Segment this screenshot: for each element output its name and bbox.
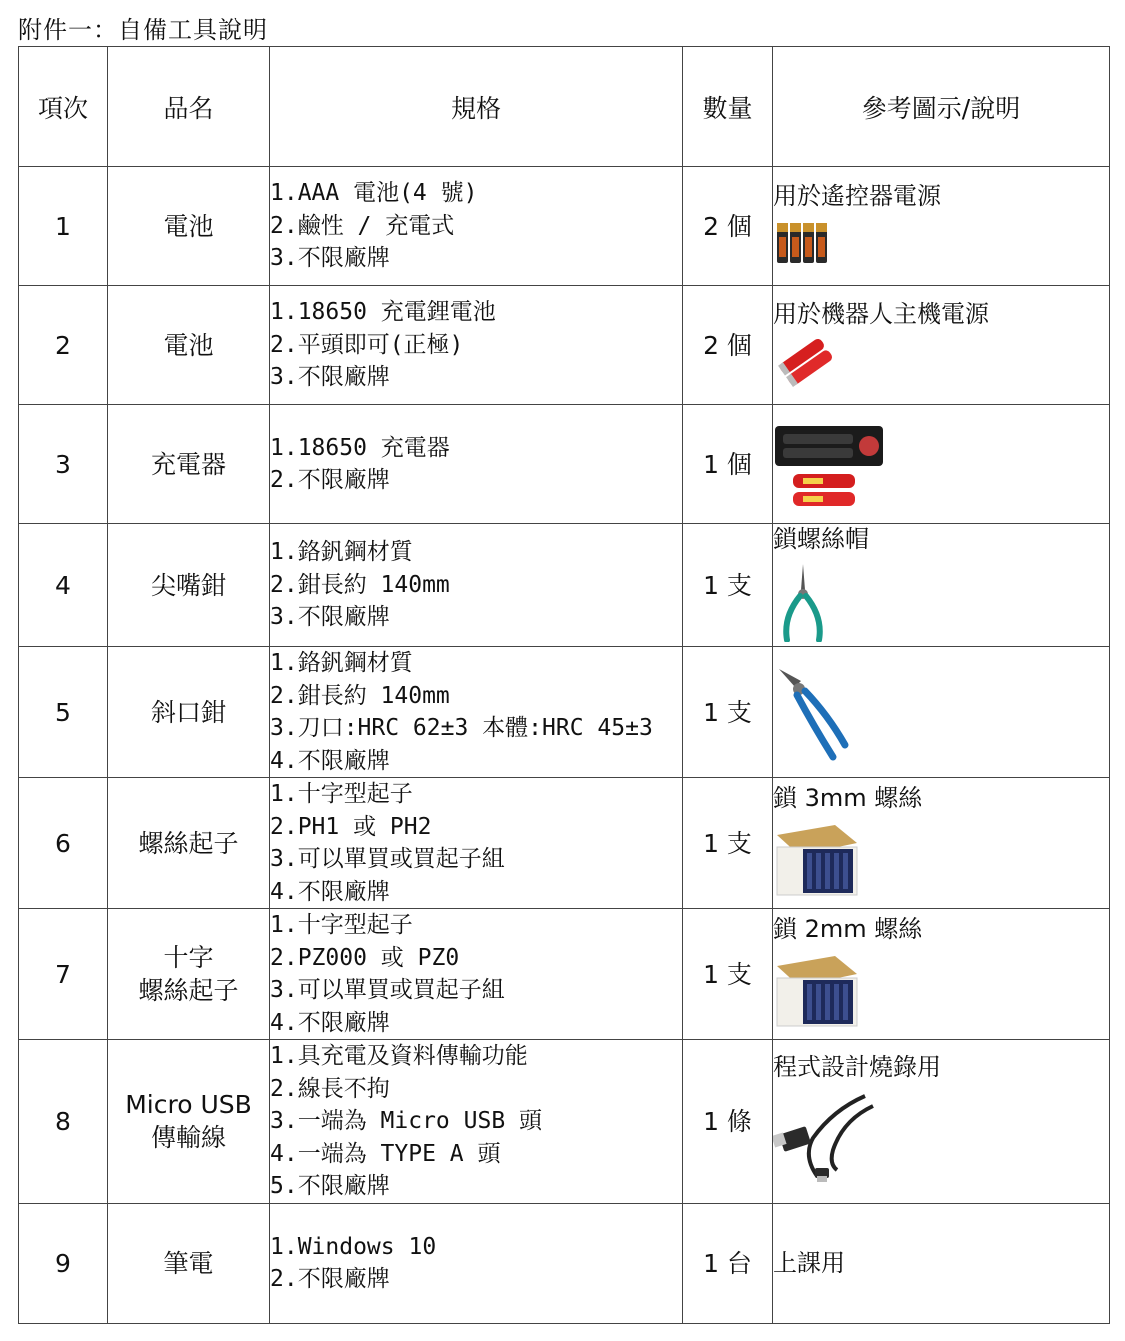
table-row <box>19 647 1110 778</box>
spec-line: 3.不限廠牌 <box>270 245 390 272</box>
needle-nose-pliers-image <box>773 562 1109 646</box>
cell-item-no: 5 <box>19 647 108 778</box>
spec-line: 2.不限廠牌 <box>270 467 390 493</box>
reference-note: 用於機器人主機電源 <box>773 300 989 328</box>
spec-line: 4.不限廠牌 <box>270 747 390 774</box>
spec-line: 2.PH1 或 PH2 <box>270 813 432 840</box>
spec-line: 3.可以單買或買起子組 <box>270 977 505 1003</box>
item-name-line: 筆電 <box>163 1248 214 1278</box>
screwdriver-set-image <box>773 821 1109 903</box>
cell-item-name <box>108 778 270 909</box>
spec-line: 2.PZ000 或 PZ0 <box>270 944 460 971</box>
spec-line: 3.不限廠牌 <box>270 364 390 391</box>
table-row <box>19 778 1110 909</box>
item-name-line: 螺絲起子 <box>138 976 239 1005</box>
spec-line: 1.鉻釩鋼材質 <box>270 650 413 676</box>
cell-item-no: 7 <box>19 909 108 1040</box>
diagonal-cutter-image <box>773 665 1109 769</box>
spec-line: 3.一端為 Micro USB 頭 <box>270 1108 543 1134</box>
item-name-line: 尖嘴鉗 <box>150 570 226 600</box>
cell-item-no: 2 <box>19 286 108 405</box>
item-name-line: 電池 <box>163 211 214 241</box>
spec-line: 5.不限廠牌 <box>270 1173 390 1199</box>
spec-line: 2.平頭即可(正極) <box>270 331 464 358</box>
cell-quantity: 1 台 <box>683 1203 773 1323</box>
cell-item-no: 1 <box>19 167 108 286</box>
spec-line: 2.鹼性 / 充電式 <box>270 212 455 239</box>
spec-line: 1.十字型起子 <box>270 781 413 807</box>
spec-line: 3.不限廠牌 <box>270 604 390 631</box>
header-ref: 參考圖示/說明 <box>773 47 1110 167</box>
spec-line: 1.十字型起子 <box>270 912 413 938</box>
cell-spec <box>270 778 683 909</box>
table-row <box>19 1203 1110 1323</box>
cell-reference <box>773 405 1110 524</box>
cell-reference <box>773 909 1110 1040</box>
cell-item-no: 3 <box>19 405 108 524</box>
screwdriver-set-image <box>773 952 1109 1034</box>
header-spec: 規格 <box>270 47 683 167</box>
usb-cable-image <box>773 1090 1109 1190</box>
item-name-line: 傳輸線 <box>150 1123 226 1153</box>
reference-note: 鎖 3mm 螺絲 <box>773 784 923 812</box>
item-name-line: 十字 <box>163 943 214 972</box>
spec-line: 2.線長不拘 <box>270 1075 390 1102</box>
item-name-line: 充電器 <box>150 449 226 479</box>
table-row <box>19 909 1110 1040</box>
cell-quantity: 1 支 <box>683 647 773 778</box>
cell-spec <box>270 286 683 405</box>
cell-item-name <box>108 1040 270 1204</box>
spec-line: 3.可以單買或買起子組 <box>270 846 505 872</box>
cell-spec <box>270 524 683 647</box>
reference-note: 用於遙控器電源 <box>773 182 941 210</box>
spec-line: 1.18650 充電器 <box>270 434 450 461</box>
header-name: 品名 <box>108 47 270 167</box>
header-qty: 數量 <box>683 47 773 167</box>
item-name-line: Micro USB <box>125 1090 252 1120</box>
cell-item-no: 9 <box>19 1203 108 1323</box>
reference-note: 鎖 2mm 螺絲 <box>773 915 923 943</box>
item-name-line: 電池 <box>163 330 214 360</box>
cell-spec <box>270 647 683 778</box>
spec-line: 4.一端為 TYPE A 頭 <box>270 1140 501 1167</box>
cell-reference <box>773 167 1110 286</box>
cell-spec <box>270 405 683 524</box>
cell-item-name <box>108 286 270 405</box>
table-row <box>19 286 1110 405</box>
table-row <box>19 405 1110 524</box>
cell-spec <box>270 909 683 1040</box>
cell-item-name <box>108 1203 270 1323</box>
table-row <box>19 524 1110 647</box>
spec-line: 2.不限廠牌 <box>270 1266 390 1292</box>
reference-note: 鎖螺絲帽 <box>773 525 869 553</box>
spec-line: 2.鉗長約 140mm <box>270 571 450 598</box>
cell-quantity: 2 個 <box>683 167 773 286</box>
aaa-batteries-image <box>773 219 1109 271</box>
spec-line: 4.不限廠牌 <box>270 878 390 905</box>
cell-reference <box>773 647 1110 778</box>
cell-spec <box>270 1040 683 1204</box>
cell-item-no: 4 <box>19 524 108 647</box>
cell-reference <box>773 1040 1110 1204</box>
table-row <box>19 1040 1110 1204</box>
cell-spec <box>270 1203 683 1323</box>
18650-batteries-image <box>773 337 1109 391</box>
spec-line: 1.AAA 電池(4 號) <box>270 180 478 207</box>
spec-line: 4.不限廠牌 <box>270 1009 390 1036</box>
cell-quantity: 1 條 <box>683 1040 773 1204</box>
spec-line: 1.具充電及資料傳輸功能 <box>270 1043 528 1069</box>
reference-note: 上課用 <box>773 1249 845 1277</box>
cell-item-name <box>108 647 270 778</box>
cell-quantity: 1 個 <box>683 405 773 524</box>
cell-spec <box>270 167 683 286</box>
cell-item-name <box>108 405 270 524</box>
item-name-line: 斜口鉗 <box>150 697 226 727</box>
cell-quantity: 1 支 <box>683 524 773 647</box>
reference-note: 程式設計燒錄用 <box>773 1053 941 1082</box>
cell-item-name <box>108 909 270 1040</box>
cell-item-no: 8 <box>19 1040 108 1204</box>
cell-reference <box>773 286 1110 405</box>
cell-item-no: 6 <box>19 778 108 909</box>
cell-quantity: 2 個 <box>683 286 773 405</box>
spec-line: 1.鉻釩鋼材質 <box>270 539 413 566</box>
table-row <box>19 167 1110 286</box>
cell-quantity: 1 支 <box>683 778 773 909</box>
cell-reference <box>773 1203 1110 1323</box>
spec-line: 1.Windows 10 <box>270 1233 437 1260</box>
cell-item-name <box>108 167 270 286</box>
cell-reference <box>773 778 1110 909</box>
battery-charger-image <box>773 422 1109 516</box>
spec-line: 1.18650 充電鋰電池 <box>270 299 496 326</box>
page-title: 附件一：自備工具說明 <box>18 16 268 44</box>
spec-line: 3.刀口:HRC 62±3 本體:HRC 45±3 <box>270 715 653 741</box>
spec-line: 2.鉗長約 140mm <box>270 682 450 709</box>
cell-reference <box>773 524 1110 647</box>
item-name-line: 螺絲起子 <box>138 828 239 858</box>
table-header-row <box>19 47 1110 167</box>
cell-item-name <box>108 524 270 647</box>
header-no: 項次 <box>19 47 108 167</box>
tools-table <box>18 46 1110 1324</box>
cell-quantity: 1 支 <box>683 909 773 1040</box>
